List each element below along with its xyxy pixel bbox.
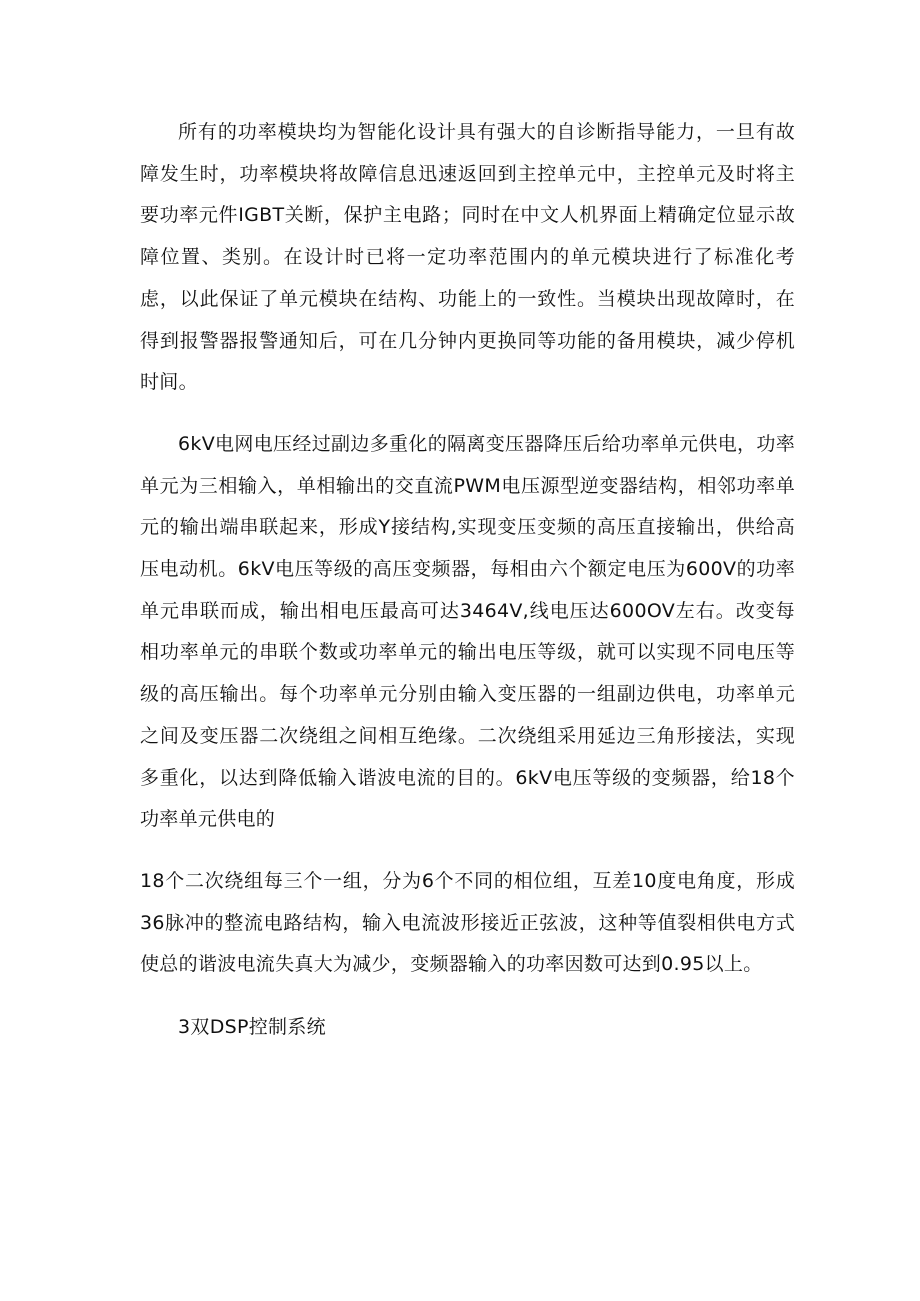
- paragraph-rectifier-harmonics: 18个二次绕组每三个一组，分为6个不同的相位组，互差10度电角度，形成36脉冲的整流电路结构，输入电流波形接近正弦波，这种等值裂相供电方式使总的谐波电流失真大为减少，变频器输入的功率因数可达到0.95以上。: [140, 869, 795, 976]
- paragraph-power-module-diagnostics: 所有的功率模块均为智能化设计具有强大的自诊断指导能力，一旦有故障发生时，功率模块将故障信息迅速返回到主控单元中，主控单元及时将主要功率元件IGBT关断，保护主电路；同时在中文人机界面上精确定位显示故障位置、类别。在设计时已将一定功率范围内的单元模块进行了标准化考虑，以此保证了单元模块在结构、功能上的一致性。当模块出现故障时，在得到报警器报警通知后，可在几分钟内更换同等功能的备用模块，减少停机时间。: [140, 121, 795, 394]
- paragraph-power-unit-structure: 6kV电网电压经过副边多重化的隔离变压器降压后给功率单元供电，功率单元为三相输入，单相输出的交直流PWM电压源型逆变器结构，相邻功率单元的输出端串联起来，形成Y接结构,实现变压变频的高压直接输出，供给高压电动机。6kV电压等级的高压变频器，每相由六个额定电压为600V的功率单元串联而成，输出相电压最高可达3464V,线电压达600OV左右。改变每相功率单元的串联个数或功率单元的输出电压等级，就可以实现不同电压等级的高压输出。每个功率单元分别由输入变压器的一组副边供电，功率单元之间及变压器二次绕组之间相互绝缘。二次绕组采用延边三角形接法，实现多重化，以达到降低输入谐波电流的目的。6kV电压等级的变频器，给18个功率单元供电的: [140, 432, 795, 831]
- section-heading-dsp-control: 3双DSP控制系统: [178, 1016, 326, 1039]
- document-body: [140, 112, 795, 1049]
